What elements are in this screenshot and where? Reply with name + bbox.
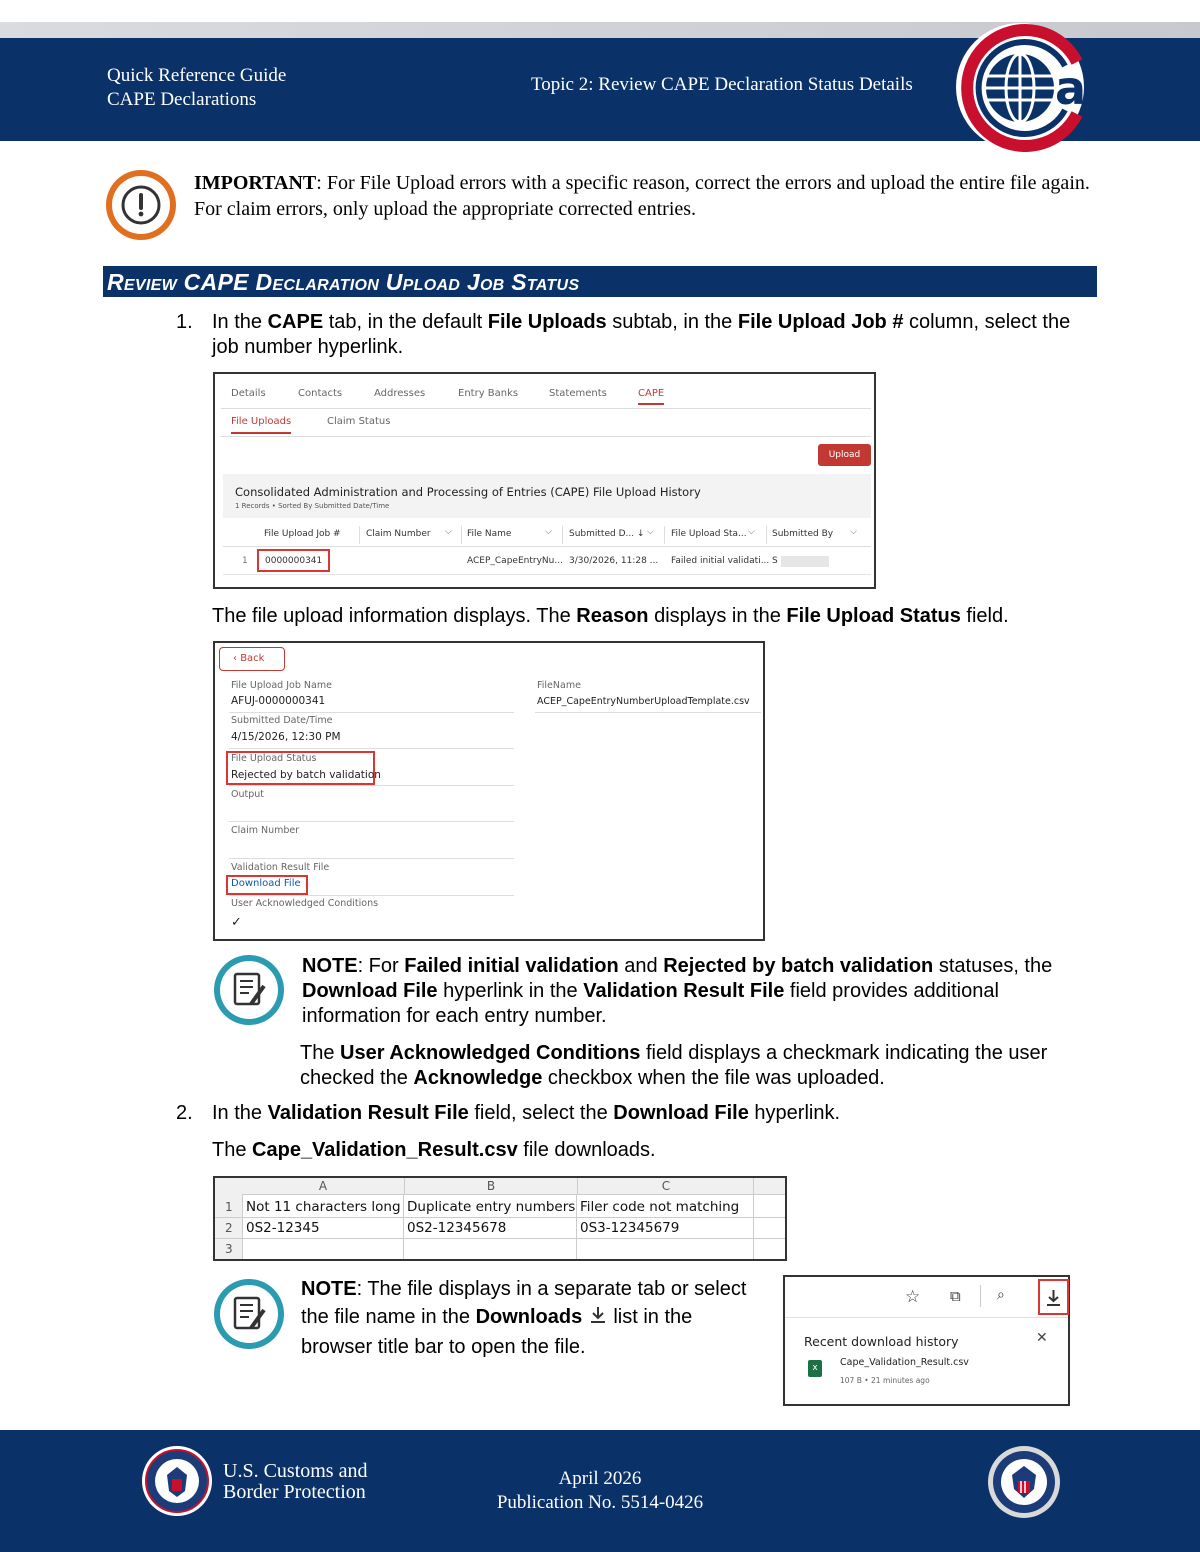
history-subtitle: 1 Records • Sorted By Submitted Date/Time (235, 502, 390, 510)
cell-b2[interactable]: 0S2-12345678 (407, 1220, 507, 1236)
para-reason: The file upload information displays. The Reason displays in the File Upload Status field. (212, 605, 1009, 627)
reading-mode-icon[interactable]: ⌕ (997, 1287, 1005, 1303)
download-history-title: Recent download history (804, 1334, 959, 1349)
tab-details[interactable]: Details (231, 388, 266, 399)
checkmark-icon: ✓ (231, 915, 242, 930)
cbp-seal (141, 1445, 213, 1517)
download-file-name[interactable]: Cape_Validation_Result.csv (840, 1357, 969, 1368)
csv-spreadsheet: A B C 1 Not 11 characters long Duplicate entry numbers Filer code not matching 2 0S2-12345 0S2-12345678 0S3-12345679 3 (213, 1176, 787, 1261)
step-number: 2. (176, 1102, 193, 1124)
download-file-meta: 107 B • 21 minutes ago (840, 1376, 930, 1385)
excel-file-icon: x (808, 1360, 822, 1377)
download-icon (1040, 1281, 1067, 1313)
filename-value: ACEP_CapeEntryNumberUploadTemplate.csv (537, 696, 750, 707)
history-header (223, 474, 871, 518)
guide-title: Quick Reference Guide CAPE Declarations (107, 65, 287, 110)
table-header (223, 524, 871, 547)
file-upload-detail-screenshot: ‹ Back File Upload Job Name AFUJ-0000000341 FileName ACEP_CapeEntryNumberUploadTemplate.csv Submitted Date/Time 4/15/2026, 12:30 PM File Upload Status Rejected by batch validation Output Claim Number Validation Result File Download File User Acknowledged Conditions ✓ (213, 641, 765, 941)
step-number: 1. (176, 311, 193, 333)
svg-text:ace: ace (1055, 61, 1145, 115)
file-uploads-screenshot (213, 372, 876, 589)
history-title: Consolidated Administration and Processing of Entries (CAPE) File Upload History (235, 485, 701, 499)
ace-logo (955, 22, 1180, 152)
subtab-file-uploads[interactable]: File Uploads (231, 416, 291, 434)
important-text: IMPORTANT: For File Upload errors with a specific reason, correct the errors and upload the entire file again. For claim errors, only upload the appropriate corrected entries. (194, 172, 1090, 220)
important-icon (104, 168, 178, 242)
page-footer (0, 1430, 1200, 1552)
note-icon (213, 954, 283, 1024)
back-button[interactable]: ‹ Back (219, 647, 285, 671)
topic-title: Topic 2: Review CAPE Declaration Status Details (531, 74, 913, 95)
chevron-down-icon[interactable]: ⌵ (445, 527, 452, 537)
chevron-down-icon[interactable]: ⌵ (850, 527, 857, 537)
step-1-text: In the CAPE tab, in the default File Uploads subtab, in the File Upload Job # column, select the job number hyperlink. (212, 311, 1071, 358)
col-job[interactable]: File Upload Job # (264, 529, 341, 539)
download-file-link[interactable]: Download File (231, 878, 301, 889)
cell-a2[interactable]: 0S2-12345 (246, 1220, 320, 1236)
downloads-button[interactable] (1038, 1279, 1069, 1315)
col-by[interactable]: Submitted By (772, 529, 834, 539)
tab-contacts[interactable]: Contacts (298, 388, 343, 399)
col-status[interactable]: File Upload Sta... (671, 529, 747, 539)
tab-cape[interactable]: CAPE (638, 388, 664, 405)
subtab-claim-status[interactable]: Claim Status (327, 416, 391, 427)
browser-download-screenshot (783, 1275, 1070, 1406)
note-icon (213, 1278, 283, 1348)
col-claim[interactable]: Claim Number (366, 529, 431, 539)
chevron-down-icon[interactable]: ⌵ (545, 527, 552, 537)
agency-name: U.S. Customs and Border Protection (223, 1460, 368, 1503)
table-row: 1 0000000341 ACEP_CapeEntryNu... 3/30/2026, 11:28 ... Failed initial validati... S (223, 550, 871, 575)
note-2-text: NOTE: The file displays in a separate tab or select the file name in the Downloads list in the browser title bar to open the file. (301, 1278, 747, 1358)
step-2-text: In the Validation Result File field, select the Download File hyperlink. (212, 1102, 841, 1124)
publication-info: April 2026 Publication No. 5514-0426 (496, 1468, 704, 1513)
col-date[interactable]: Submitted D... ↓ (569, 529, 645, 539)
chevron-down-icon[interactable]: ⌵ (647, 527, 654, 537)
extensions-icon[interactable]: ⧉ (950, 1287, 961, 1305)
chevron-down-icon[interactable]: ⌵ (748, 527, 755, 537)
para-file-downloads: The Cape_Validation_Result.csv file downloads. (212, 1139, 656, 1161)
upload-button[interactable]: Upload (818, 444, 871, 466)
col-file[interactable]: File Name (467, 529, 512, 539)
tab-addresses[interactable]: Addresses (374, 388, 426, 399)
cell-b1[interactable]: Duplicate entry numbers (407, 1199, 576, 1215)
section-title: Review CAPE Declaration Upload Job Status (103, 266, 1097, 297)
note-1-text: NOTE: For Failed initial validation and Rejected by batch validation statuses, the Download File hyperlink in the Validation Result File field provides additional information for each entry number. (302, 955, 1053, 1027)
job-name-value: AFUJ-0000000341 (231, 695, 326, 707)
tab-statements[interactable]: Statements (549, 388, 607, 399)
cell-a1[interactable]: Not 11 characters long (246, 1199, 401, 1215)
dhs-seal (987, 1445, 1061, 1519)
job-number-link[interactable]: 0000000341 (257, 549, 330, 572)
tab-entry-banks[interactable]: Entry Banks (458, 388, 519, 399)
chevron-left-icon: ‹ (233, 653, 237, 664)
submitted-date-value: 4/15/2026, 12:30 PM (231, 731, 341, 743)
cell-c2[interactable]: 0S3-12345679 (580, 1220, 680, 1236)
upload-status-value: Rejected by batch validation (231, 769, 381, 781)
download-icon (588, 1305, 608, 1333)
close-icon[interactable]: ✕ (1036, 1330, 1048, 1346)
cell-c1[interactable]: Filer code not matching (580, 1199, 740, 1215)
redacted-name (781, 556, 829, 567)
para-acknowledged: The User Acknowledged Conditions field displays a checkmark indicating the user checked the Acknowledge checkbox when the file was uploaded. (300, 1042, 1048, 1089)
star-icon[interactable]: ☆ (905, 1287, 921, 1307)
